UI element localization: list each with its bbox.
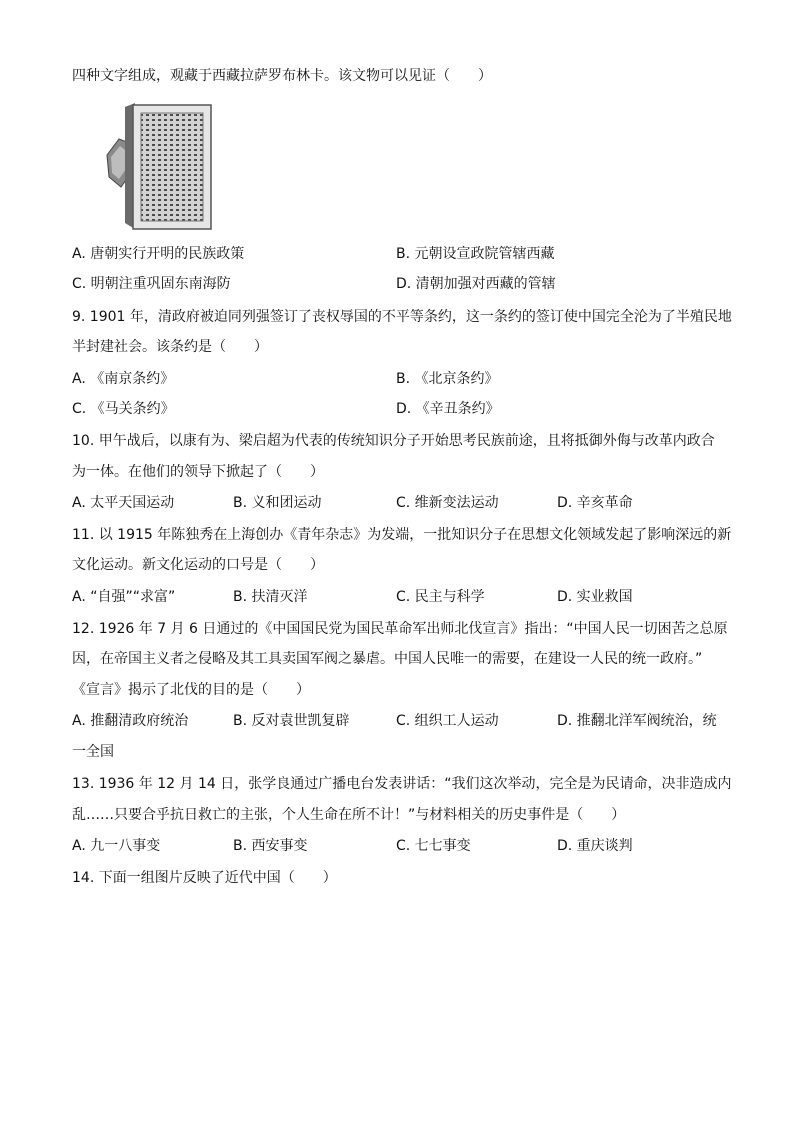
q10-text-line1: 10. 甲午战后，以康有为、梁启超为代表的传统知识分子开始思考民族前途，且将抵御外侮与改革内政合	[72, 433, 715, 449]
q14-text-line1: 14. 下面一组图片反映了近代中国（ ）	[72, 870, 337, 886]
q8-option-d[interactable]: D. 清朝加强对西藏的管辖	[396, 276, 556, 292]
q12-text-line1: 12. 1926 年 7 月 6 日通过的《中国国民党为国民革命军出师北伐宣言》指出：“中国人民一切困苦之总原	[72, 621, 728, 637]
q12-text-line3: 《宣言》揭示了北伐的目的是（ ）	[72, 682, 310, 698]
q9-option-c[interactable]: C. 《马关条约》	[72, 401, 175, 417]
q9-text-line1: 9. 1901 年，清政府被迫同列强签订了丧权辱国的不平等条约，这一条约的签订使中国完全沦为了半殖民地	[72, 309, 732, 325]
q11-option-a[interactable]: A. “自强”“求富”	[72, 589, 176, 605]
q11-option-b[interactable]: B. 扶清灭洋	[233, 589, 308, 605]
q12-option-a[interactable]: A. 推翻清政府统治	[72, 713, 189, 729]
q9-option-a[interactable]: A. 《南京条约》	[72, 371, 175, 387]
q13-option-c[interactable]: C. 七七事变	[396, 838, 471, 854]
q9-text-line2: 半封建社会。该条约是（ ）	[72, 339, 268, 355]
q8-option-a[interactable]: A. 唐朝实行开明的民族政策	[72, 246, 245, 262]
seal-artifact-image	[103, 103, 213, 231]
q9-option-d[interactable]: D. 《辛丑条约》	[396, 401, 500, 417]
q13-option-d[interactable]: D. 重庆谈判	[557, 838, 633, 854]
q12-option-d-continuation: 一全国	[72, 744, 114, 760]
q12-text-line2: 因，在帝国主义者之侵略及其工具卖国军阀之暴虐。中国人民唯一的需要，在建设一人民的统一政府。”	[72, 651, 703, 667]
q13-text-line2: 乱……只要合乎抗日救亡的主张，个人生命在所不计！”与材料相关的历史事件是（ ）	[72, 807, 626, 823]
q8-option-b[interactable]: B. 元朝设宣政院管辖西藏	[396, 246, 555, 262]
q12-option-d[interactable]: D. 推翻北洋军阀统治，统	[557, 713, 717, 729]
q10-option-b[interactable]: B. 义和团运动	[233, 495, 322, 511]
q10-option-c[interactable]: C. 维新变法运动	[396, 495, 499, 511]
q11-text-line2: 文化运动。新文化运动的口号是（ ）	[72, 557, 324, 573]
q11-text-line1: 11. 以 1915 年陈独秀在上海创办《青年杂志》为发端，一批知识分子在思想文化领域发起了影响深远的新	[72, 527, 732, 543]
q10-option-a[interactable]: A. 太平天国运动	[72, 495, 175, 511]
question-8-text: 四种文字组成，观藏于西藏拉萨罗布林卡。该文物可以见证（ ）	[72, 68, 492, 84]
q13-text-line1: 13. 1936 年 12 月 14 日，张学良通过广播电台发表讲话：“我们这次举动，完全是为民请命，决非造成内	[72, 776, 732, 792]
q8-option-c[interactable]: C. 明朝注重巩固东南海防	[72, 276, 231, 292]
q10-option-d[interactable]: D. 辛亥革命	[557, 495, 633, 511]
q12-option-b[interactable]: B. 反对袁世凯复辟	[233, 713, 350, 729]
q11-option-d[interactable]: D. 实业救国	[557, 589, 633, 605]
q13-option-b[interactable]: B. 西安事变	[233, 838, 308, 854]
q11-option-c[interactable]: C. 民主与科学	[396, 589, 485, 605]
q9-option-b[interactable]: B. 《北京条约》	[396, 371, 499, 387]
q12-option-c[interactable]: C. 组织工人运动	[396, 713, 499, 729]
q10-text-line2: 为一体。在他们的领导下掀起了（ ）	[72, 464, 324, 480]
q13-option-a[interactable]: A. 九一八事变	[72, 838, 161, 854]
